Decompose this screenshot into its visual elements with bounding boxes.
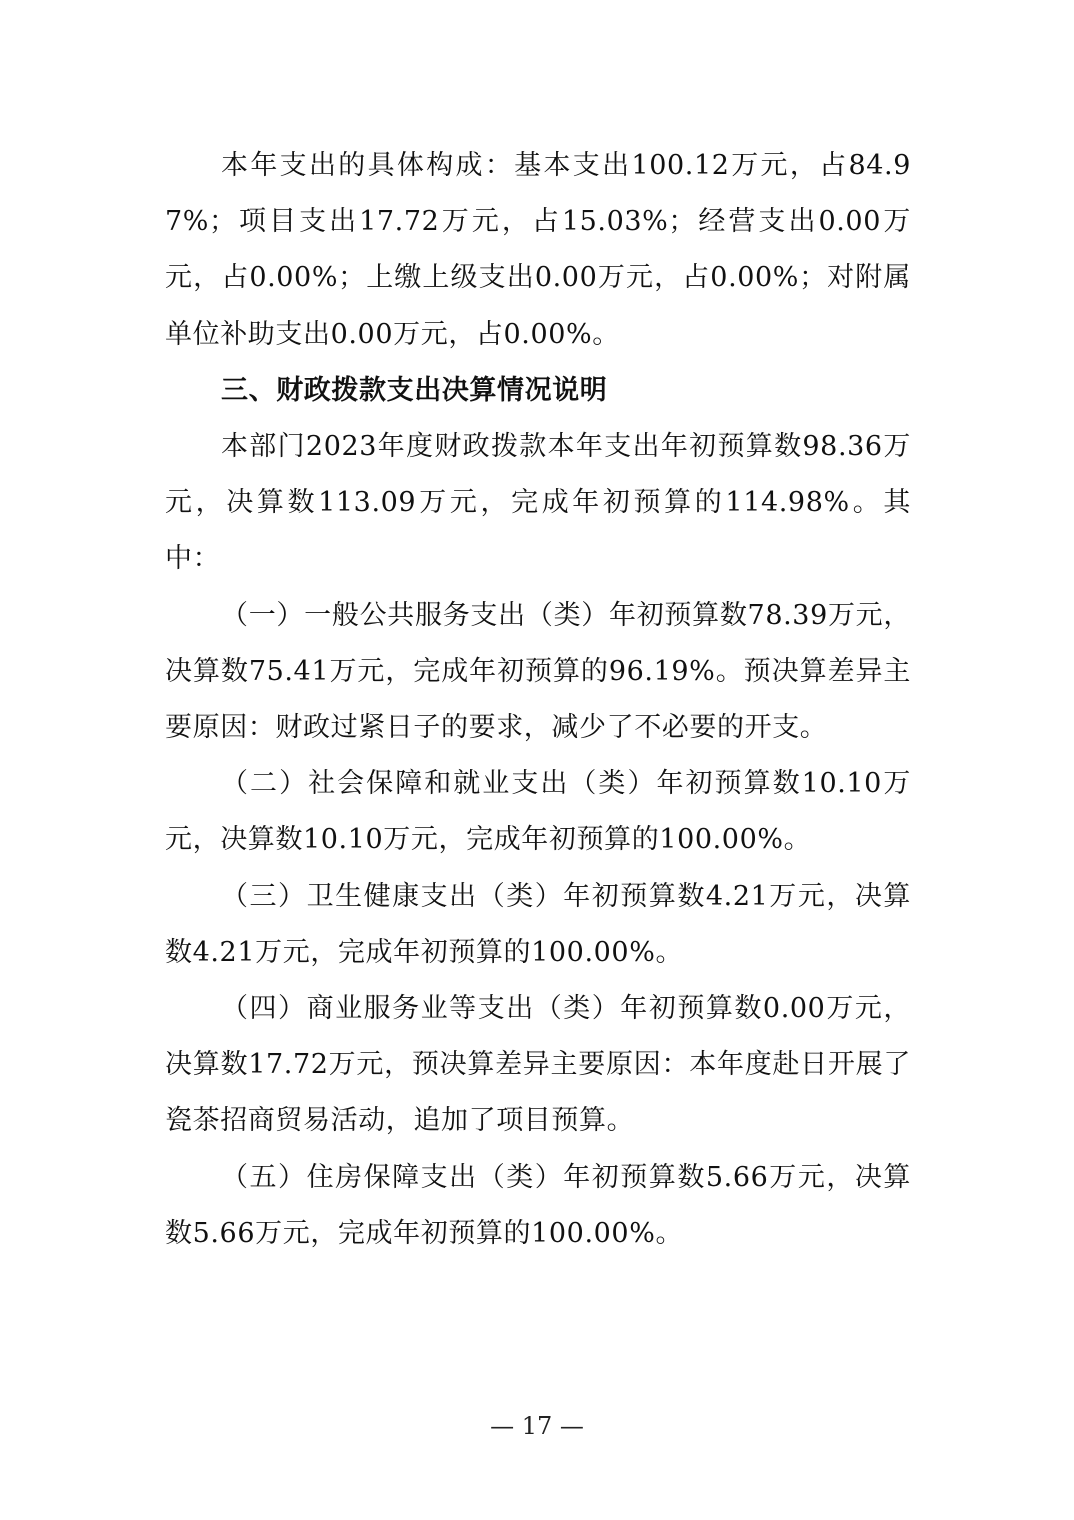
page-number: — 17 —	[490, 1412, 584, 1440]
paragraph-expenditure-composition: 本年支出的具体构成：基本支出100.12万元，占84.97%；项目支出17.72万元，占15.03%；经营支出0.00万元，占0.00%；上缴上级支出0.00万元，占0.00%；对附属单位补助支出0.00万元，占0.00%。	[165, 150, 911, 350]
paragraph-fiscal-summary: 本部门2023年度财政拨款本年支出年初预算数98.36万元，决算数113.09万元，完成年初预算的114.98%。其中：	[165, 431, 911, 575]
section-heading-fiscal-appropriation: 三、财政拨款支出决算情况说明	[221, 374, 608, 406]
paragraph-item-2-social-security: （二）社会保障和就业支出（类）年初预算数10.10万元，决算数10.10万元，完成年初预算的100.00%。	[165, 768, 911, 856]
document-body	[165, 138, 911, 1262]
paragraph-item-4-commercial-services: （四）商业服务业等支出（类）年初预算数0.00万元，决算数17.72万元，预决算差异主要原因：本年度赴日开展了瓷茶招商贸易活动，追加了项目预算。	[165, 993, 911, 1137]
paragraph-item-1-general-public-services: （一）一般公共服务支出（类）年初预算数78.39万元，决算数75.41万元，完成年初预算的96.19%。预决算差异主要原因：财政过紧日子的要求，减少了不必要的开支。	[165, 599, 911, 744]
paragraph-item-3-health: （三）卫生健康支出（类）年初预算数4.21万元，决算数4.21万元，完成年初预算的100.00%。	[165, 880, 911, 968]
paragraph-item-5-housing: （五）住房保障支出（类）年初预算数5.66万元，决算数5.66万元，完成年初预算的100.00%。	[165, 1161, 911, 1249]
